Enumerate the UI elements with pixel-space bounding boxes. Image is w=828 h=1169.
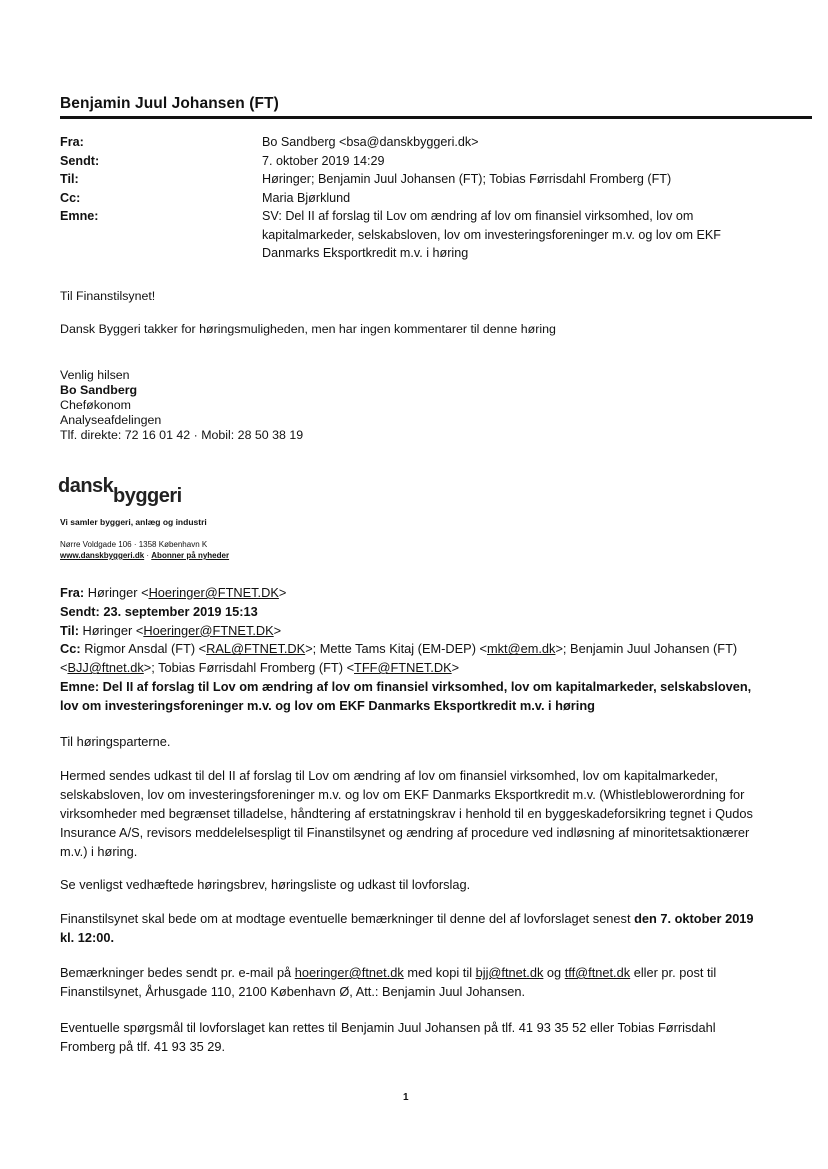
fwd-from-close: > — [278, 585, 287, 600]
fwd-cc-email-link-2[interactable]: mkt@em.dk — [487, 641, 556, 657]
sent-value: 7. oktober 2019 14:29 — [262, 153, 385, 168]
fwd-cc-row — [60, 640, 760, 678]
deadline-text: Finanstilsynet skal bede om at modtage eventuelle bemærkninger til denne del af lovforslaget senest — [60, 911, 635, 926]
submission-email-link-2[interactable]: bjj@ftnet.dk — [475, 965, 544, 980]
submission-text-3: og — [543, 965, 565, 980]
fwd-attachments-paragraph: Se venligst vedhæftede høringsbrev, høringsliste og udkast til lovforslag. — [60, 877, 471, 892]
header-row-subject — [60, 207, 760, 263]
fwd-from-row — [60, 584, 760, 603]
reply-greeting: Til Finanstilsynet! — [60, 289, 156, 303]
fwd-cc-email-link-4[interactable]: TFF@FTNET.DK — [354, 660, 452, 676]
company-address: Nørre Voldgade 106 · 1358 København K — [60, 540, 208, 549]
submission-text-4: eller pr. post til Finanstilsynet, Århusgade 110, 2100 København Ø, Att.: Benjamin Juul Johansen. — [60, 965, 717, 999]
fwd-cc-email-link-3[interactable]: BJJ@ftnet.dk — [67, 660, 144, 676]
header-row-cc — [60, 189, 760, 208]
submission-text-1: Bemærkninger bedes sendt pr. e-mail på — [60, 965, 295, 980]
fwd-sent-value: 23. september 2019 15:13 — [103, 603, 258, 619]
from-value: Bo Sandberg <bsa@danskbyggeri.dk> — [262, 135, 479, 149]
deadline-date: den 7. oktober 2019 kl. 12:00. — [60, 911, 754, 945]
fwd-to-email-link[interactable]: Hoeringer@FTNET.DK — [143, 622, 274, 638]
header-rule — [60, 116, 812, 119]
fwd-from-label: Fra: — [60, 585, 85, 600]
website-link[interactable]: www.danskbyggeri.dk — [60, 551, 145, 560]
fwd-subject-value: Del II af forslag til Lov om ændring af lov om finansiel virksomhed, lov om kapitalmarkeder, selskabsloven, lov om investeringsforeninger m.v. og lov om EKF Danmarks Eksportkredit m.v. i høring — [60, 678, 752, 713]
fwd-from-name: Høringer < — [87, 585, 149, 600]
header-row-sent — [60, 152, 760, 171]
fwd-from-email-link[interactable]: Hoeringer@FTNET.DK — [148, 585, 279, 600]
fwd-questions-paragraph: Eventuelle spørgsmål til lovforslaget kan rettes til Benjamin Juul Johansen på tlf. 41 93 35 52 eller Tobias Førrisdahl Fromberg på tlf. 41 93 35 29. — [60, 1020, 716, 1054]
signature-phone: Tlf. direkte: 72 16 01 42 · Mobil: 28 50 38 19 — [60, 428, 304, 442]
fwd-to-label: Til: — [60, 622, 79, 638]
sent-label: Sendt: — [60, 153, 100, 168]
signature — [60, 368, 303, 443]
original-email-header — [60, 133, 760, 263]
from-label: Fra: — [60, 135, 84, 149]
header-row-from — [60, 133, 760, 152]
company-tagline: Vi samler byggeri, anlæg og industri — [60, 517, 207, 527]
subject-value: SV: Del II af forslag til Lov om ændring af lov om finansiel virksomhed, lov om kapitalmarkeder, selskabsloven, lov om investeringsforeninger m.v. og lov om EKF Danmarks Eksportkredit m.v. i høring — [262, 209, 721, 260]
signature-name: Bo Sandberg — [60, 383, 138, 397]
signature-title: Cheføkonom — [60, 398, 131, 412]
fwd-intro-paragraph: Hermed sendes udkast til del II af forslag til Lov om ændring af lov om finansiel virksomhed, lov om kapitalmarkeder, selskabsloven, lov om investeringsforeninger m.v. og lov om EKF Danmarks Eksportkredit m.v. (Whistleblowerordning for virksomheder med begrænset tilladelse, håndtering af erstatningskrav i henhold til en byggeskadeforsikring tegnet i Qudos Insurance A/S, revisors meddelelsespligt til Finanstilsynet og ændring af procedure ved indløsning af minoritetsaktionærer m.v.) i høring. — [60, 768, 753, 859]
submission-email-link-3[interactable]: tff@ftnet.dk — [564, 965, 631, 980]
subject-label: Emne: — [60, 209, 99, 223]
fwd-cc-text-4: >; Tobias Førrisdahl Fromberg (FT) < — [143, 660, 355, 676]
fwd-cc-text-2: >; Mette Tams Kitaj (EM-DEP) < — [305, 641, 487, 657]
fwd-subject-row — [60, 678, 760, 716]
fwd-subject-label: Emne: — [60, 678, 100, 694]
cc-value: Maria Bjørklund — [262, 190, 351, 205]
fwd-cc-label: Cc: — [60, 641, 81, 657]
fwd-to-row — [60, 622, 760, 641]
submission-text-2: med kopi til — [403, 965, 476, 980]
submission-email-link-1[interactable]: hoeringer@ftnet.dk — [294, 965, 404, 980]
fwd-sent-row — [60, 603, 760, 622]
header-row-to — [60, 170, 760, 189]
to-label: Til: — [60, 172, 79, 186]
dansk-byggeri-logo — [58, 470, 198, 510]
fwd-submission-paragraph — [60, 963, 760, 1001]
subscribe-link[interactable]: Abonner på nyheder — [151, 551, 230, 560]
fwd-deadline-paragraph — [60, 909, 760, 947]
cc-label: Cc: — [60, 190, 81, 205]
fwd-to-close: > — [273, 622, 282, 638]
logo-word-byggeri: byggeri — [113, 485, 182, 507]
fwd-cc-text-5: > — [451, 660, 460, 676]
fwd-salutation: Til høringsparterne. — [60, 734, 171, 749]
logo-word-dansk: dansk — [58, 475, 114, 497]
to-value: Høringer; Benjamin Juul Johansen (FT); Tobias Førrisdahl Fromberg (FT) — [262, 172, 672, 186]
company-links — [60, 550, 229, 561]
reply-body: Dansk Byggeri takker for høringsmuligheden, men har ingen kommentarer til denne høring — [60, 322, 556, 336]
fwd-to-name: Høringer < — [82, 622, 144, 638]
mailbox-owner: Benjamin Juul Johansen (FT) — [60, 95, 279, 112]
page-number: 1 — [403, 1092, 409, 1103]
fwd-cc-text-1: Rigmor Ansdal (FT) < — [84, 641, 207, 657]
signature-closing: Venlig hilsen — [60, 368, 130, 382]
fwd-sent-label: Sendt: — [60, 603, 100, 619]
link-separator: · — [144, 551, 152, 560]
fwd-cc-text-3: >; Benjamin Juul Johansen (FT) < — [60, 641, 738, 676]
forwarded-email-header — [60, 584, 760, 716]
signature-department: Analyseafdelingen — [60, 413, 162, 427]
company-address-block — [60, 539, 229, 561]
fwd-cc-email-link-1[interactable]: RAL@FTNET.DK — [206, 641, 306, 657]
